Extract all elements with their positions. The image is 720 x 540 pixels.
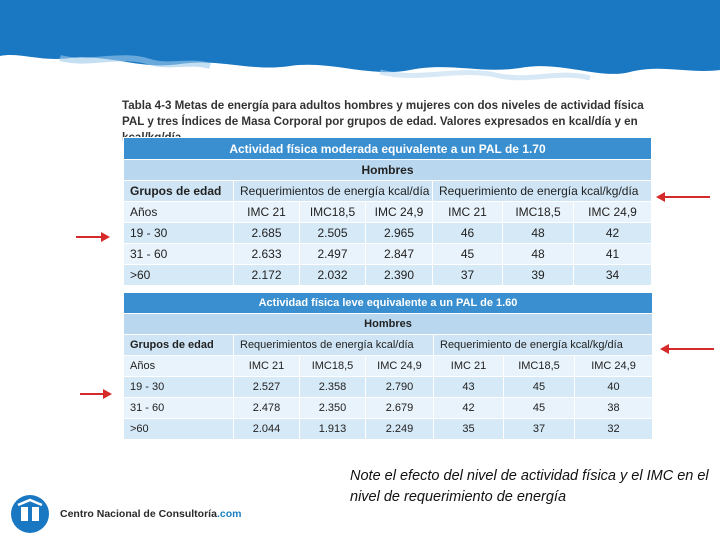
table-cell: 2.633 xyxy=(234,244,300,265)
table1-subheader: IMC 24,9 xyxy=(366,202,433,223)
table-cell: 37 xyxy=(504,419,575,440)
table-cell: 2.965 xyxy=(366,223,433,244)
logo-domain: .com xyxy=(216,508,242,520)
table2-subheader: IMC 21 xyxy=(434,356,504,377)
note-text: Note el efecto del nivel de actividad física y el IMC en el nivel de requerimiento de energía xyxy=(350,468,709,505)
table-cell: 1.913 xyxy=(300,419,366,440)
arrow-icon xyxy=(664,196,710,198)
table-cell: 31 - 60 xyxy=(124,244,234,265)
logo-mark-icon xyxy=(10,494,50,534)
table-cell: 2.249 xyxy=(366,419,434,440)
table-cell: 31 - 60 xyxy=(124,398,234,419)
table-title: Tabla 4-3 Metas de energía para adultos hombres y mujeres con dos niveles de actividad física PAL y tres Índices de Masa Corporal por grupos de edad. Valores expresados en kcal/día y en xyxy=(122,99,644,128)
table-row xyxy=(124,265,652,286)
table1-subheader: Años xyxy=(124,202,234,223)
table1-subheader: IMC 21 xyxy=(234,202,300,223)
table-cell: 2.390 xyxy=(366,265,433,286)
company-logo xyxy=(10,494,241,534)
table2-header-age: Grupos de edad xyxy=(124,335,234,356)
table-cell: 19 - 30 xyxy=(124,377,234,398)
table1-header-kcal-kg-day: Requerimiento de energía kcal/kg/día xyxy=(433,181,652,202)
table1-subheader: IMC18,5 xyxy=(503,202,574,223)
arrow-icon xyxy=(668,348,714,350)
table2-sex: Hombres xyxy=(124,314,653,335)
table1-header-age: Grupos de edad xyxy=(124,181,234,202)
table2-header-kcal-kg-day: Requerimiento de energía kcal/kg/día xyxy=(434,335,653,356)
table-row xyxy=(124,398,653,419)
table-row xyxy=(124,419,653,440)
table-cell: 45 xyxy=(433,244,503,265)
arrow-icon xyxy=(76,236,102,238)
arrow-icon xyxy=(80,393,104,395)
table-cell: 43 xyxy=(434,377,504,398)
table2-subheader: IMC 21 xyxy=(234,356,300,377)
table2-subheader: Años xyxy=(124,356,234,377)
table-cell: 38 xyxy=(575,398,653,419)
logo-name: Centro Nacional de Consultoría xyxy=(60,508,217,520)
table-cell: 45 xyxy=(504,398,575,419)
table-cell: 2.358 xyxy=(300,377,366,398)
table-cell: 2.497 xyxy=(300,244,366,265)
table1-subheader: IMC18,5 xyxy=(300,202,366,223)
table-cell: 2.847 xyxy=(366,244,433,265)
table-cell: 46 xyxy=(433,223,503,244)
header-banner xyxy=(0,0,720,92)
table1-subheader: IMC 24,9 xyxy=(574,202,652,223)
table-cell: 48 xyxy=(503,223,574,244)
table-cell: 39 xyxy=(503,265,574,286)
table-cell: 2.032 xyxy=(300,265,366,286)
table-cell: 34 xyxy=(574,265,652,286)
table-cell: 45 xyxy=(504,377,575,398)
table-cell: 40 xyxy=(575,377,653,398)
table-row xyxy=(124,223,652,244)
table-cell: 35 xyxy=(434,419,504,440)
table-cell: 2.172 xyxy=(234,265,300,286)
table-cell: 41 xyxy=(574,244,652,265)
table2-subheader: IMC 24,9 xyxy=(366,356,434,377)
table-cell: 42 xyxy=(574,223,652,244)
table-row xyxy=(124,244,652,265)
table2-band: Actividad física leve equivalente a un PAL de 1.60 xyxy=(124,293,653,314)
table2-subheader: IMC 24,9 xyxy=(575,356,653,377)
table-cell: 19 - 30 xyxy=(124,223,234,244)
table-cell: 2.478 xyxy=(234,398,300,419)
table1-sex: Hombres xyxy=(124,160,652,181)
table2-subheader: IMC18,5 xyxy=(504,356,575,377)
table1-header-kcal-day: Requerimientos de energía kcal/día xyxy=(234,181,433,202)
table-cell: 48 xyxy=(503,244,574,265)
table-cell: 2.527 xyxy=(234,377,300,398)
table1-subheader: IMC 21 xyxy=(433,202,503,223)
table-cell: 2.350 xyxy=(300,398,366,419)
table-light-activity xyxy=(123,292,653,440)
table-cell: 42 xyxy=(434,398,504,419)
table2-header-kcal-day: Requerimientos de energía kcal/día xyxy=(234,335,434,356)
table-cell: >60 xyxy=(124,419,234,440)
table-cell: 2.044 xyxy=(234,419,300,440)
table-cell: 37 xyxy=(433,265,503,286)
table-moderate-activity xyxy=(123,137,652,286)
table-row xyxy=(124,377,653,398)
table1-band: Actividad física moderada equivalente a un PAL de 1.70 xyxy=(124,138,652,160)
table-cell: 2.679 xyxy=(366,398,434,419)
table-cell: 32 xyxy=(575,419,653,440)
table2-subheader: IMC18,5 xyxy=(300,356,366,377)
table-cell: >60 xyxy=(124,265,234,286)
table-cell: 2.685 xyxy=(234,223,300,244)
table-cell: 2.790 xyxy=(366,377,434,398)
table-cell: 2.505 xyxy=(300,223,366,244)
